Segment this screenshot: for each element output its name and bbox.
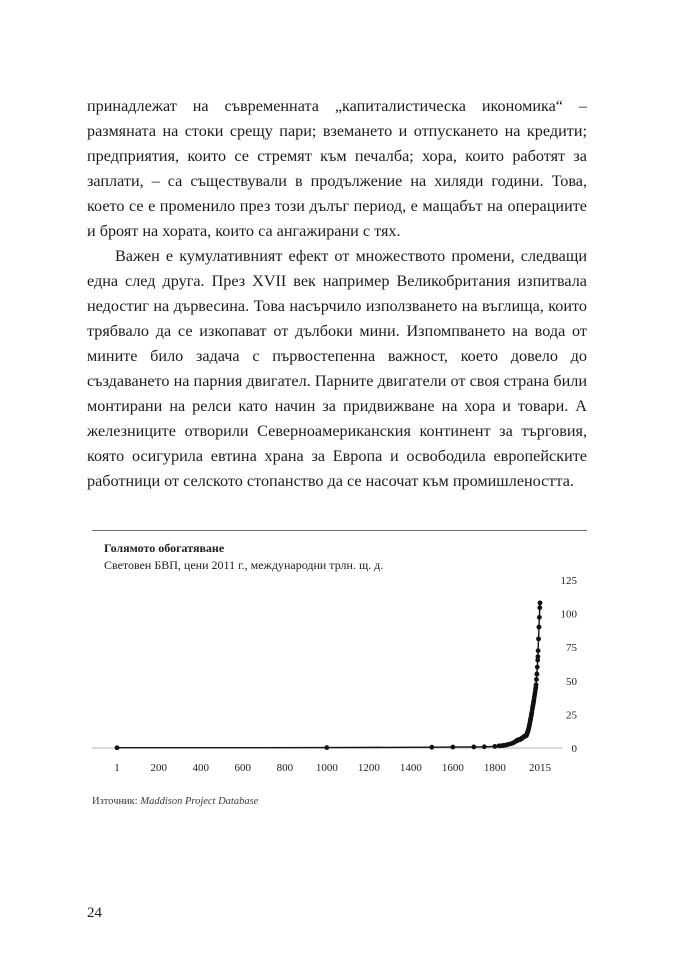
x-tick-label: 1400 (399, 762, 422, 774)
data-point (536, 636, 541, 641)
x-tick-label: 1200 (357, 762, 380, 774)
data-point (471, 745, 476, 750)
data-point (534, 677, 539, 682)
data-point (492, 744, 497, 749)
y-tick-label: 25 (566, 709, 577, 722)
x-tick-label: 1600 (441, 762, 464, 774)
paragraph-1: принадлежат на съвременната „капиталистическа икономика“ – размяната на стоки срещу пари; вземането и отпускането на кредити; предприятия, които се стремят към печалба; хора, които работят за заплати, – са съществували в продължение на хиляди години. Това, което се е променило през този дълъг период, е мащабът на операциите и броят на хората, които са ангажирани с тях. (87, 97, 587, 240)
chart-subtitle: Световен БВП, цени 2011 г., международни трлн. щ. д. (104, 558, 384, 572)
data-point (537, 605, 542, 610)
data-point (324, 745, 329, 750)
data-point (450, 745, 455, 750)
data-point (429, 745, 434, 750)
y-tick-label: 100 (560, 608, 577, 621)
x-tick-label: 1800 (483, 762, 506, 774)
y-tick-label: 75 (566, 642, 577, 655)
x-tick-label: 600 (234, 762, 252, 774)
page-number: 24 (87, 905, 102, 921)
figure-source (92, 795, 258, 809)
data-point (482, 744, 487, 749)
data-point (534, 682, 539, 687)
chart-figure (92, 530, 587, 810)
data-point (535, 658, 540, 663)
data-point (534, 672, 539, 677)
x-tick-label: 1 (114, 762, 120, 774)
gdp-line-chart (92, 530, 587, 790)
x-tick-label: 1000 (315, 762, 338, 774)
data-point (537, 625, 542, 630)
data-point (115, 745, 120, 750)
source-name: Maddison Project Database (140, 796, 259, 807)
chart-title: Голямото обогатяване (104, 541, 225, 555)
data-point (538, 600, 543, 605)
data-point (537, 615, 542, 620)
x-tick-label: 2015 (529, 762, 551, 774)
y-tick-label: 50 (566, 675, 577, 688)
x-tick-label: 200 (150, 762, 168, 774)
data-point (536, 648, 541, 653)
x-tick-label: 800 (276, 762, 294, 774)
x-tick-label: 400 (192, 762, 210, 774)
data-point (535, 665, 540, 670)
series-line (117, 603, 540, 748)
source-label: Източник: (92, 796, 141, 807)
y-tick-label: 0 (571, 743, 577, 755)
body-text (87, 94, 587, 494)
y-tick-label: 125 (560, 575, 577, 587)
paragraph-2: Важен е кумулативният ефект от множеството промени, следващи една след друга. През XVII век например Великобритания изпитвала недостиг на дървесина. Това насърчило използването на въглища, които трябвало да се изкопават от дълбоки мини. Изпомпването на вода от мините било задача с първостепенна важност, което довело до създаването на парния двигател. Парните двигатели от своя страна били монтирани на релси като начин за придвижване на хора и товари. А железниците отворили Северноамериканския континент за търговия, която осигурила евтина храна за Европа и освободила европейските работници от селското стопанство да се насочат към промишлеността. (87, 247, 587, 490)
